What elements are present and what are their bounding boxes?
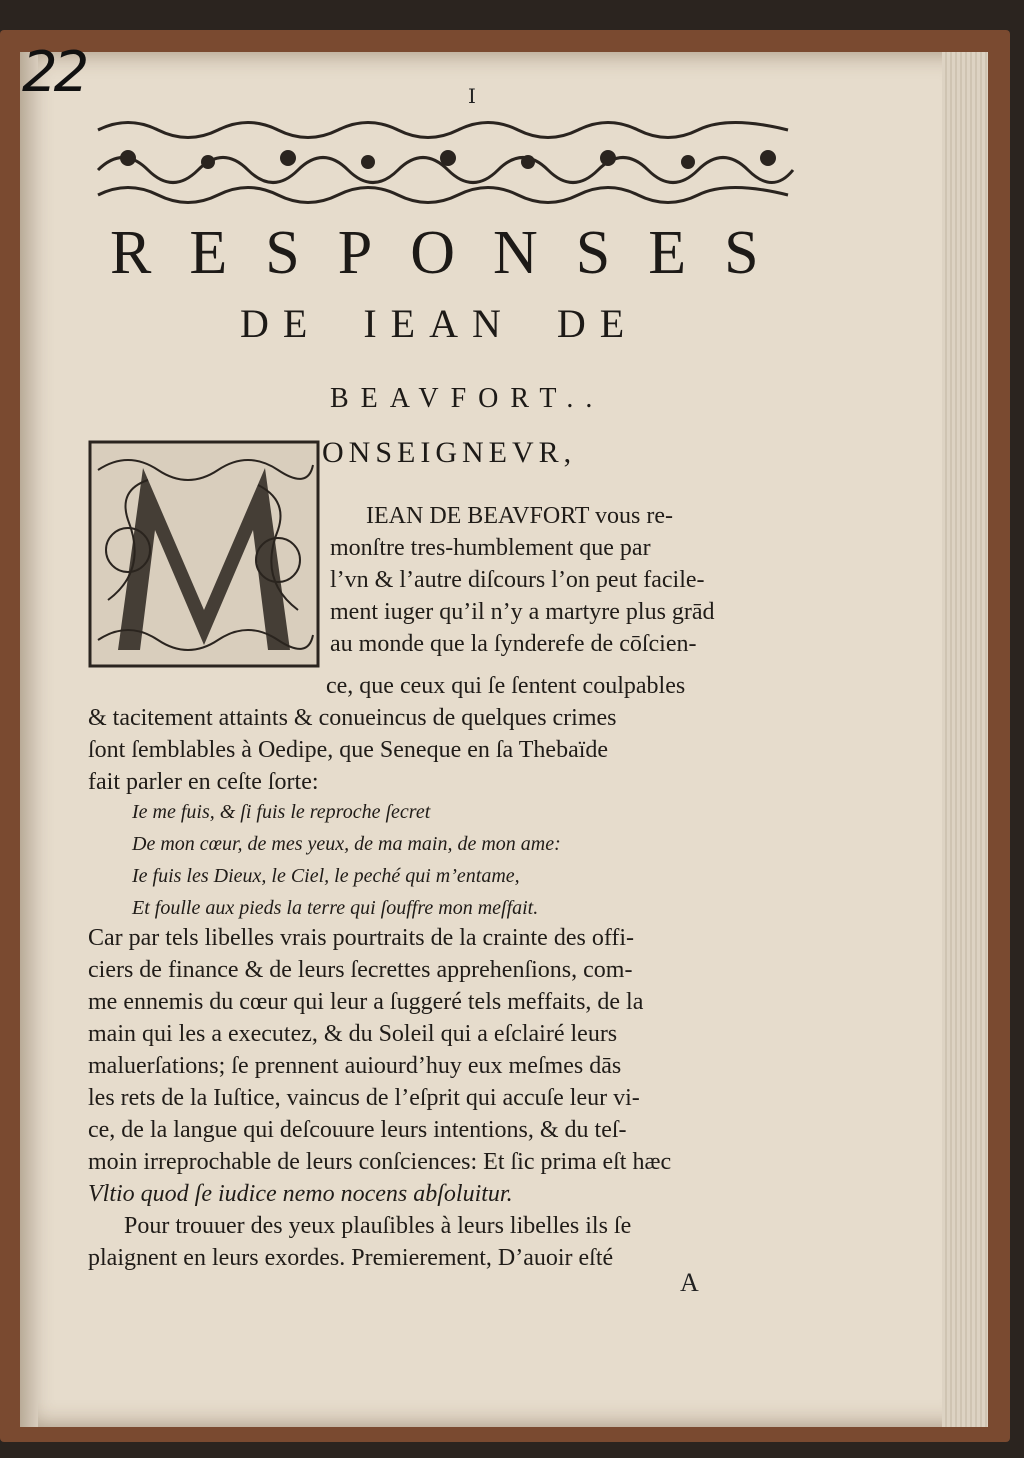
text-line: monſtre tres-humblement que par — [330, 535, 651, 561]
title-de-iean-de: DE IEAN DE — [240, 301, 639, 346]
title-responses: RESPONSES — [110, 219, 797, 287]
text-line: fait parler en ceſte ſorte: — [88, 769, 319, 795]
text-line: les rets de la Iuſtice, vaincus de l’eſprit qui accuſe leur vi- — [88, 1085, 640, 1111]
text-line: maluerſations; ſe prennent auiourd’huy eux meſmes dās — [88, 1053, 622, 1079]
text-line: ce, que ceux qui ſe ſentent coulpables — [326, 673, 686, 699]
text-line: ciers de finance & de leurs ſecrettes apprehenſions, com- — [88, 957, 633, 983]
handwritten-page-number: 22 — [22, 40, 86, 105]
ornamental-initial-m — [88, 440, 320, 668]
text-line: me ennemis du cœur qui leur a ſuggeré tels meffaits, de la — [88, 989, 644, 1015]
verse-line: Ie fuis les Dieux, le Ciel, le peché qui m’entame, — [132, 865, 520, 887]
page-edges — [942, 52, 988, 1427]
opening-line-last — [326, 670, 685, 702]
text-line: IEAN DE BEAVFORT vous re- — [366, 503, 673, 529]
text-line-latin: Vltio quod ſe iudice nemo nocens abſoluitur. — [88, 1181, 513, 1207]
closing-lines — [88, 922, 818, 1274]
folio-number: I — [468, 84, 476, 108]
paragraph-lines — [88, 702, 818, 798]
text-line: ſont ſemblables à Oedipe, que Seneque en ſa Thebaïde — [88, 737, 609, 763]
text-line: & tacitement attaints & conueincus de quelques crimes — [88, 705, 617, 731]
text-line: Car par tels libelles vrais pourtraits de la crainte des offi- — [88, 925, 635, 951]
salutation-monseigneur: ONSEIGNEVR, — [322, 436, 577, 469]
gutter-shadow — [20, 52, 38, 1427]
title-beavfort: BEAVFORT.. — [330, 383, 605, 414]
verse-line: Ie me fuis, & ſi fuis le reproche ſecret — [132, 801, 431, 823]
opening-lines — [330, 500, 820, 660]
text-line: l’vn & l’autre diſcours l’on peut facile- — [330, 567, 705, 593]
verse-quotation — [132, 796, 561, 924]
verse-line: De mon cœur, de mes yeux, de ma main, de mon ame: — [132, 833, 561, 855]
text-line: plaignent en leurs exordes. Premierement, D’auoir eſté — [88, 1245, 614, 1271]
signature-mark: A — [680, 1268, 699, 1297]
verse-line: Et foulle aux pieds la terre qui ſouffre mon meſfait. — [132, 897, 539, 919]
decorative-headband — [88, 110, 800, 210]
text-line: au monde que la ſynderefe de cōſcien- — [330, 631, 697, 657]
text-line: moin irreprochable de leurs conſciences: Et ſic prima eſt hæc — [88, 1149, 672, 1175]
text-line: ment iuger qu’il n’y a martyre plus grād — [330, 599, 715, 625]
text-line: main qui les a executez, & du Soleil qui a eſclairé leurs — [88, 1021, 618, 1047]
text-line: ce, de la langue qui deſcouure leurs intentions, & du teſ- — [88, 1117, 627, 1143]
text-line: Pour trouuer des yeux plauſibles à leurs libelles ils ſe — [124, 1213, 632, 1239]
